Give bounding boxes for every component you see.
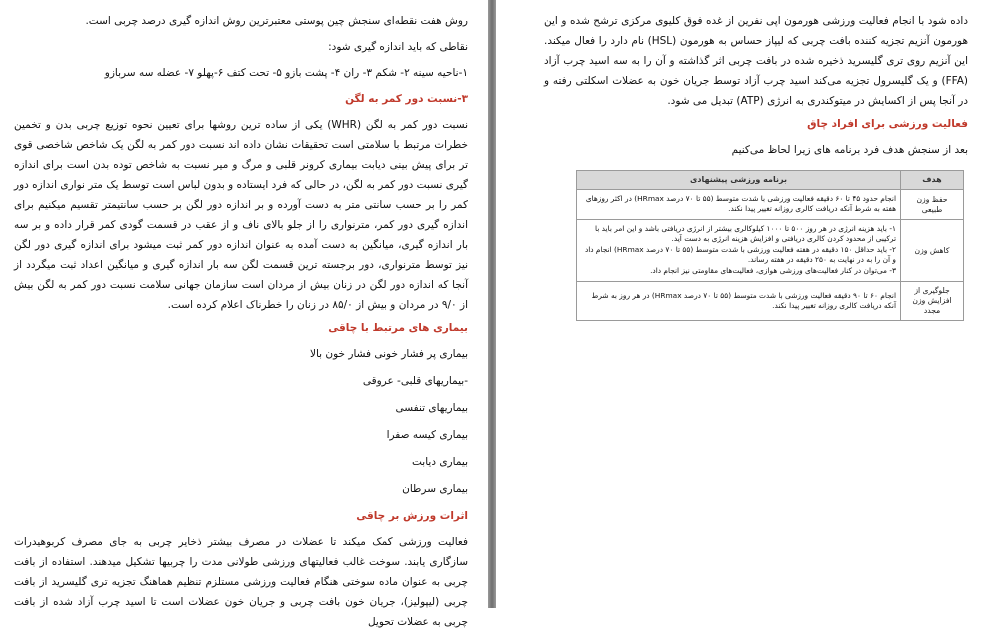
table-header-program: برنامه ورزشی پیشنهادی — [577, 171, 901, 190]
program-intro: بعد از سنجش هدف فرد برنامه های زیرا لحاظ می‌کنیم — [731, 144, 968, 156]
heading-exercise-for-obese: فعالیت ورزشی برای افراد چاق — [807, 118, 968, 130]
program-text: ۲- باید حداقل ۱۵۰ دقیقه در هفته فعالیت ورزشی با شدت متوسط (۵۵ تا ۷۰ درصد HRmax) انجام داد و آن را به در نهایت به ۲۵۰ دقیقه در هفته رساند. — [584, 245, 896, 264]
disease-item: بیماری کیسه صفرا — [386, 429, 468, 441]
table-row — [577, 220, 964, 282]
program-text: انجام حدود ۴۵ تا ۶۰ دقیقه فعالیت ورزشی با شدت متوسط (۵۵ تا ۷۰ درصد HRmax) در اکثر روزهای هفته به شرط آنکه دریافت کالری روزانه تغییر پیدا نکند. — [585, 194, 896, 213]
disease-item: بیماری دیابت — [411, 456, 468, 468]
hormone-paragraph: داده شود با انجام فعالیت ورزشی هورمون اپی نفرین از غده فوق کلیوی مرکزی ترشح شده و این هورمون آنزیم تجزیه کننده بافت چربی که لیپاز حساس به هورمون (HSL) نام دارد را فعال میکند. این آنزیم روی تری گلیسرید ذخیره شده در بافت چربی اثر گذاشته و آن را به سه اسید چرب آزاد (FFA) و یک گلیسرول تجزیه می‌کند اسید چرب آزاد توسط جریان خون به عضلات اسکلتی رفته و در آنجا پس از اکسایش در میتوکندری به انرژی (ATP) تبدیل می شود. — [544, 15, 968, 107]
disease-item: بیماریهای تنفسی — [395, 402, 468, 414]
program-text: ۳- می‌توان در کنار فعالیت‌های ورزشی هوازی، فعالیت‌های مقاومتی نیز انجام داد. — [650, 266, 896, 275]
measurement-points-list: ۱-ناحیه سینه ۲- شکم ۳- ران ۴- پشت بازو ۵- تحت کتف ۶-پهلو ۷- عضله سه سربازو — [104, 67, 468, 79]
skinfold-intro: روش هفت نقطه‌ای سنجش چین پوستی معتبرترین روش اندازه گیری درصد چربی است. — [85, 15, 468, 27]
program-cell — [577, 220, 901, 282]
disease-item: بیماری سرطان — [402, 483, 468, 495]
heading-exercise-effects: اثرات ورزش بر چاقی — [356, 510, 468, 522]
measurement-points-label: نقاطی که باید اندازه گیری شود: — [328, 41, 468, 53]
exercise-effects-paragraph: فعالیت ورزشی کمک میکند تا عضلات در مصرف بیشتر ذخایر چربی به جای مصرف کربوهیدرات سازگاری یابند. سوخت غالب فعالیتهای ورزشی طولانی مدت را چربیها تشکیل میدهند. استفاده از بافت چربی به عنوان ماده سوختی هنگام فعالیت ورزشی مستلزم تنظیم هماهنگ تجزیه تری گلیسرید از بافت چربی (لیپولیز)، جریان خون بافت چربی و جریان خون عضلات است تا اسید چرب آزاد شده از بافت چربی به عضلات تحویل — [14, 536, 468, 628]
heading-obesity-diseases: بیماری های مرتبط با چاقی — [328, 322, 468, 334]
book-gutter — [488, 0, 496, 608]
program-cell — [577, 282, 901, 321]
program-text: ۱- باید هزینه انرژی در هر روز ۵۰۰ تا ۱۰۰۰ کیلوکالری بیشتر از انرژی دریافتی باشد و این امر باید با ترکیبی از محدود کردن کالری دریافتی و افزایش هزینه انرژی به دست آید. — [595, 224, 896, 243]
exercise-program-table — [576, 170, 964, 321]
right-page — [544, 0, 968, 619]
table-row — [577, 190, 964, 220]
program-cell — [577, 190, 901, 220]
program-text: انجام ۶۰ تا ۹۰ دقیقه فعالیت ورزشی با شدت متوسط (۵۵ تا ۷۰ درصد HRmax) در هر روز به شرط آنکه دریافت کالری روزانه تغییر پیدا نکند. — [591, 290, 896, 310]
heading-whr: ۳-نسبت دور کمر به لگن — [345, 93, 468, 105]
goal-cell: کاهش وزن — [901, 220, 964, 282]
whr-paragraph: نسبت دور کمر به لگن (WHR) یکی از ساده ترین روشها برای تعیین نحوه توزیع چربی بدن و تخمین خطرات مرتبط با سلامتی است تحقیقات نشان داده اند نسبت دور کمر به لگن یک شاخص شاخصی قوی تر برای پیش بینی دیابت بیماری کرونر قلبی و مرگ و میر نسبت به شاخص توده بدن است برای اندازه گیری نسبت دور کمر به لگن، در حالی که فرد ایستاده و بدون لباس است توسط یک متر نواری اندازه دور کمر را بر حسب سانتی متر به دست آورده و بر اندازه دور لگن بر حسب سانتیمتر تقسیم میکنیم برای اندازه گیری دور کمر، مترنواری را از جلو بالای ناف و از عقب در قسمت گودی کمر قرار داده و بر سه بار اندازه گیری، میانگین به دست آمده به عنوان اندازه دور کمر ثبت میشود برای اندازه گیری دور لگن نیز توسط مترنواری، دور برجسته ترین قسمت لگن سه بار اندازه گیری و میانگین اعداد ثبت میگردد از آنجا که اندازه دور لگن در زنان بیش از مردان است سازمان جهانی سلامت نسبت دور کمر به لگن بیش از ۹/۰ در مردان و بیش از ۸۵/۰ در زنان را خطرناک اعلام کرده است. — [14, 119, 469, 311]
disease-item: -بیماریهای قلبی- عروقی — [362, 375, 468, 387]
disease-item: بیماری پر فشار خونی فشار خون بالا — [309, 348, 468, 360]
goal-cell: حفظ وزن طبیعی — [901, 190, 964, 220]
table-header-goal: هدف — [901, 171, 964, 190]
left-page — [14, 0, 469, 628]
goal-cell: جلوگیری از افزایش وزن مجدد — [901, 282, 964, 321]
table-row — [577, 282, 964, 321]
